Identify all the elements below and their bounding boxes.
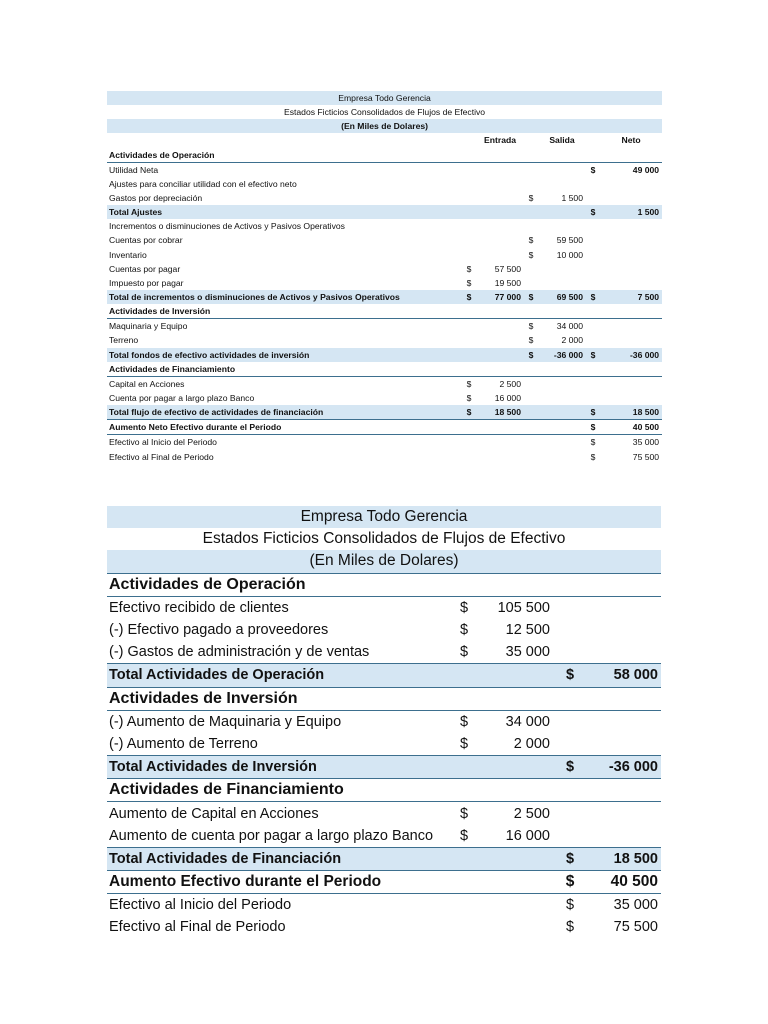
currency-symbol: $ bbox=[466, 263, 472, 274]
row-label: Maquinaria y Equipo bbox=[109, 321, 188, 332]
section-operacion bbox=[107, 148, 662, 163]
currency-symbol: $ bbox=[586, 205, 600, 219]
row-label: Total Ajustes bbox=[107, 205, 462, 219]
currency-symbol: $ bbox=[586, 420, 600, 435]
row-label: Capital en Acciones bbox=[109, 378, 185, 389]
currency-symbol: $ bbox=[528, 321, 534, 332]
table-row bbox=[107, 219, 662, 233]
table-row bbox=[107, 619, 661, 641]
section-label: Actividades de Operación bbox=[107, 148, 662, 163]
currency-symbol: $ bbox=[459, 622, 469, 639]
currency-symbol: $ bbox=[586, 348, 600, 362]
value-amount: 2 500 bbox=[513, 805, 550, 822]
aumento-row bbox=[107, 420, 662, 435]
currency-symbol: $ bbox=[590, 437, 596, 448]
value-amount: 35 000 bbox=[505, 644, 550, 661]
cash-flow-table-summary bbox=[107, 506, 661, 939]
currency-symbol: $ bbox=[553, 664, 587, 687]
title-company-row bbox=[107, 506, 661, 528]
table-row bbox=[107, 733, 661, 756]
value-entrada: 19 500 bbox=[494, 277, 521, 288]
value-neto: 35 000 bbox=[632, 437, 660, 448]
currency-symbol: $ bbox=[459, 713, 469, 730]
row-label: Gastos por depreciación bbox=[109, 193, 203, 204]
currency-symbol: $ bbox=[462, 290, 476, 304]
units-title: (En Miles de Dolares) bbox=[107, 119, 662, 133]
value-neto: 7 500 bbox=[600, 290, 662, 304]
section-operacion bbox=[107, 573, 661, 596]
units-title: (En Miles de Dolares) bbox=[107, 550, 661, 573]
section-label: Actividades de Financiamiento bbox=[107, 779, 661, 802]
section-label: Actividades de Operación bbox=[107, 573, 661, 596]
row-label: Cuentas por cobrar bbox=[109, 235, 183, 246]
row-label: Cuenta por pagar a largo plazo Banco bbox=[109, 393, 255, 404]
total-row bbox=[107, 756, 661, 779]
table-row bbox=[107, 802, 661, 825]
row-label: Total Actividades de Financiación bbox=[107, 847, 455, 870]
aumento-row bbox=[107, 871, 661, 894]
value-salida: -36 000 bbox=[538, 348, 586, 362]
section-inversion bbox=[107, 304, 662, 319]
value-neto: 75 500 bbox=[632, 451, 660, 462]
row-label: Cuentas por pagar bbox=[109, 263, 181, 274]
currency-symbol: $ bbox=[528, 335, 534, 346]
row-label: Efectivo al Final de Periodo bbox=[109, 451, 214, 462]
row-label: Total Actividades de Operación bbox=[107, 664, 455, 687]
title-company-row bbox=[107, 91, 662, 105]
value-entrada: 18 500 bbox=[476, 405, 524, 420]
currency-symbol: $ bbox=[586, 290, 600, 304]
row-label: Impuesto por pagar bbox=[109, 277, 184, 288]
value-amount: 2 000 bbox=[513, 735, 550, 752]
value-neto: 40 500 bbox=[587, 871, 661, 894]
row-label: (-) Aumento de Terreno bbox=[109, 735, 258, 752]
title-statement-row bbox=[107, 105, 662, 119]
table-row bbox=[107, 641, 661, 664]
table-row bbox=[107, 376, 662, 391]
row-label: Aumento Neto Efectivo durante el Periodo bbox=[107, 420, 462, 435]
company-title: Empresa Todo Gerencia bbox=[107, 91, 662, 105]
value-neto: 35 000 bbox=[613, 897, 658, 914]
section-label: Actividades de Financiamiento bbox=[107, 362, 662, 377]
title-units-row bbox=[107, 550, 661, 573]
currency-symbol: $ bbox=[565, 897, 575, 914]
value-amount: 34 000 bbox=[505, 713, 550, 730]
row-label: Total flujo de efectivo de actividades de financiación bbox=[107, 405, 462, 420]
value-entrada: 16 000 bbox=[494, 393, 521, 404]
statement-title: Estados Ficticios Consolidados de Flujos de Efectivo bbox=[283, 107, 486, 118]
cash-flow-table-detailed bbox=[107, 91, 662, 464]
row-label: Aumento de cuenta por pagar a largo plazo Banco bbox=[109, 827, 434, 844]
currency-symbol: $ bbox=[466, 393, 472, 404]
total-row bbox=[107, 664, 661, 687]
currency-symbol: $ bbox=[459, 735, 469, 752]
table-row bbox=[107, 262, 662, 276]
currency-symbol: $ bbox=[586, 405, 600, 420]
row-label: Utilidad Neta bbox=[109, 164, 159, 175]
currency-symbol: $ bbox=[459, 644, 469, 661]
value-entrada: 2 500 bbox=[499, 378, 521, 389]
currency-symbol: $ bbox=[590, 451, 596, 462]
value-salida: 1 500 bbox=[561, 193, 583, 204]
currency-symbol: $ bbox=[528, 235, 534, 246]
row-label: Efectivo al Inicio del Periodo bbox=[109, 437, 217, 448]
currency-symbol: $ bbox=[590, 164, 596, 175]
value-salida: 2 000 bbox=[561, 335, 583, 346]
row-label: Terreno bbox=[109, 335, 139, 346]
total-row bbox=[107, 290, 662, 304]
table-row bbox=[107, 596, 661, 619]
currency-symbol: $ bbox=[462, 405, 476, 420]
value-salida: 10 000 bbox=[556, 249, 583, 260]
section-label: Actividades de Inversión bbox=[107, 687, 661, 710]
value-amount: 16 000 bbox=[505, 827, 550, 844]
table-row bbox=[107, 916, 661, 938]
currency-symbol: $ bbox=[565, 919, 575, 936]
value-neto: 18 500 bbox=[587, 847, 661, 870]
section-financiamiento bbox=[107, 362, 662, 377]
section-inversion bbox=[107, 687, 661, 710]
value-entrada: 77 000 bbox=[476, 290, 524, 304]
value-salida: 34 000 bbox=[556, 321, 583, 332]
table-row bbox=[107, 333, 662, 347]
row-label: Aumento Efectivo durante el Periodo bbox=[107, 871, 455, 894]
currency-symbol: $ bbox=[528, 249, 534, 260]
row-label: (-) Aumento de Maquinaria y Equipo bbox=[109, 713, 342, 730]
section-financiamiento bbox=[107, 779, 661, 802]
column-header-neto: Neto bbox=[621, 135, 641, 146]
currency-symbol: $ bbox=[553, 847, 587, 870]
value-neto: 18 500 bbox=[600, 405, 662, 420]
row-label: Incrementos o disminuciones de Activos y Pasivos Operativos bbox=[109, 221, 345, 232]
row-label: Aumento de Capital en Acciones bbox=[109, 805, 319, 822]
table-row bbox=[107, 391, 662, 405]
row-label: (-) Gastos de administración y de ventas bbox=[109, 644, 370, 661]
row-label: Efectivo recibido de clientes bbox=[109, 599, 289, 616]
total-row bbox=[107, 205, 662, 219]
value-salida: 59 500 bbox=[556, 235, 583, 246]
value-neto: 1 500 bbox=[600, 205, 662, 219]
table-row bbox=[107, 233, 662, 247]
value-salida: 69 500 bbox=[538, 290, 586, 304]
value-neto: 40 500 bbox=[600, 420, 662, 435]
value-amount: 12 500 bbox=[505, 622, 550, 639]
title-statement-row bbox=[107, 528, 661, 550]
currency-symbol: $ bbox=[524, 348, 538, 362]
currency-symbol: $ bbox=[553, 871, 587, 894]
value-amount: 105 500 bbox=[497, 599, 550, 616]
statement-title: Estados Ficticios Consolidados de Flujos de Efectivo bbox=[202, 530, 566, 548]
column-header-row bbox=[107, 133, 662, 147]
row-label: Total de incrementos o disminuciones de Activos y Pasivos Operativos bbox=[107, 290, 462, 304]
table-row bbox=[107, 177, 662, 191]
table-row bbox=[107, 162, 662, 177]
column-header-entrada: Entrada bbox=[484, 135, 516, 146]
currency-symbol: $ bbox=[466, 378, 472, 389]
currency-symbol: $ bbox=[459, 805, 469, 822]
table-row bbox=[107, 435, 662, 450]
currency-symbol: $ bbox=[524, 290, 538, 304]
table-row bbox=[107, 710, 661, 733]
value-neto: 75 500 bbox=[613, 919, 658, 936]
table-row bbox=[107, 248, 662, 262]
section-label: Actividades de Inversión bbox=[107, 304, 662, 319]
row-label: Efectivo al Inicio del Periodo bbox=[109, 897, 292, 914]
table-row bbox=[107, 191, 662, 205]
table-row bbox=[107, 319, 662, 334]
currency-symbol: $ bbox=[553, 756, 587, 779]
value-neto: -36 000 bbox=[587, 756, 661, 779]
row-label: Total fondos de efectivo actividades de inversión bbox=[107, 348, 462, 362]
row-label: Total Actividades de Inversión bbox=[107, 756, 455, 779]
company-title: Empresa Todo Gerencia bbox=[107, 506, 661, 528]
total-row bbox=[107, 847, 661, 870]
table-row bbox=[107, 825, 661, 848]
row-label: Ajustes para conciliar utilidad con el efectivo neto bbox=[109, 178, 297, 189]
row-label: Inventario bbox=[109, 249, 147, 260]
table-row bbox=[107, 276, 662, 290]
table-row bbox=[107, 894, 661, 917]
currency-symbol: $ bbox=[528, 193, 534, 204]
value-entrada: 57 500 bbox=[494, 263, 521, 274]
currency-symbol: $ bbox=[466, 277, 472, 288]
row-label: Efectivo al Final de Periodo bbox=[109, 919, 286, 936]
value-neto: 58 000 bbox=[587, 664, 661, 687]
table-row bbox=[107, 450, 662, 464]
column-header-salida: Salida bbox=[549, 135, 575, 146]
total-row bbox=[107, 348, 662, 362]
value-neto: -36 000 bbox=[600, 348, 662, 362]
total-row bbox=[107, 405, 662, 420]
row-label: (-) Efectivo pagado a proveedores bbox=[109, 622, 329, 639]
currency-symbol: $ bbox=[459, 599, 469, 616]
title-units-row bbox=[107, 119, 662, 133]
currency-symbol: $ bbox=[459, 827, 469, 844]
value-neto: 49 000 bbox=[632, 164, 660, 175]
